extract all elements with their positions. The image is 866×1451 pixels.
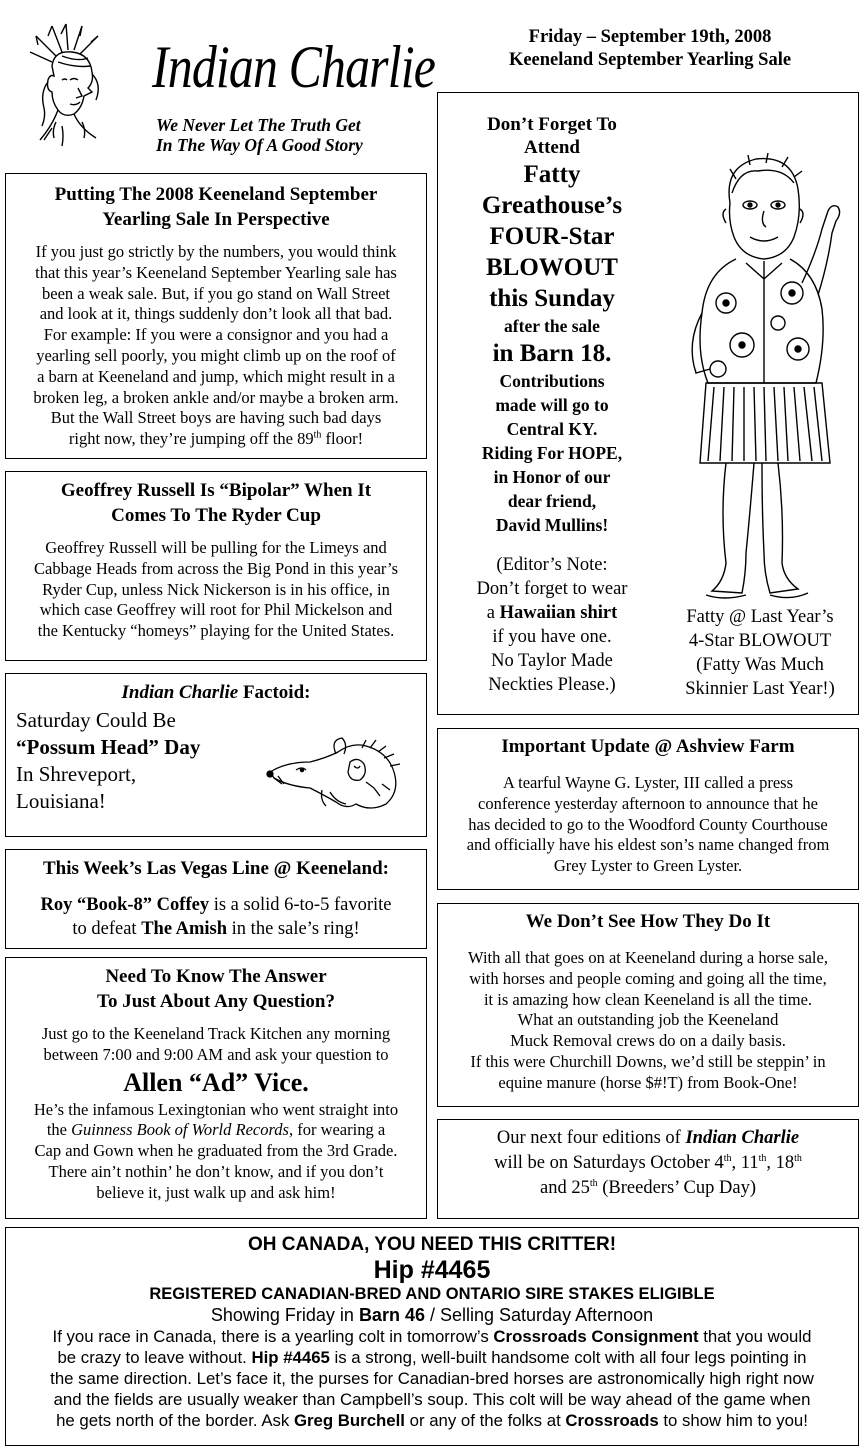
caption-line: 4-Star BLOWOUT	[688, 631, 832, 651]
headline-line: Comes To The Ryder Cup	[111, 505, 321, 526]
body-line: and officially have his eldest son’s name changed from	[466, 835, 830, 855]
caption-line: (Fatty Was Much	[696, 655, 824, 675]
body-line: For example: If you were a consignor and you had a	[43, 325, 389, 345]
announcement-line: Greathouse’s	[481, 192, 623, 219]
body-line: believe it, just walk up and ask him!	[96, 1182, 336, 1202]
body-line: A tearful Wayne G. Lyster, III called a press	[502, 773, 793, 792]
headline-line: Yearling Sale In Perspective	[102, 209, 330, 230]
notice-text: will be on Saturdays October 4	[494, 1153, 724, 1173]
body-line: has decided to go to the Woodford County Courthouse	[468, 814, 828, 834]
article-headline	[14, 478, 418, 528]
announcement-line: FOUR-Star	[489, 223, 615, 250]
article-headline	[14, 182, 418, 232]
ad-text: Showing Friday in	[210, 1305, 359, 1325]
body-line: He’s the infamous Lexingtonian who went straight into	[33, 1099, 399, 1119]
editors-note	[448, 553, 656, 697]
ordinal-suffix: th	[589, 1177, 598, 1189]
ordinal-suffix: th	[794, 1152, 802, 1164]
ordinal-suffix: th	[313, 429, 322, 441]
article-ashview-farm	[437, 728, 859, 890]
headline-italic: Indian Charlie	[121, 682, 239, 703]
ad-bold: Crossroads	[565, 1411, 659, 1430]
article-perspective	[5, 173, 427, 459]
upcoming-editions-notice	[437, 1119, 859, 1219]
tagline-line-2: In The Way Of A Good Story	[156, 135, 363, 155]
article-need-to-know	[5, 957, 427, 1219]
ad-body-line	[10, 1410, 854, 1431]
article-factoid	[5, 673, 427, 837]
announcement-line: David Mullins!	[495, 515, 609, 535]
ad-text: be crazy to leave without.	[57, 1348, 252, 1367]
headline-text: Factoid:	[238, 682, 311, 703]
announcement-line: dear friend,	[507, 491, 597, 511]
article-headline	[16, 680, 416, 705]
blowout-announcement	[448, 113, 656, 537]
article-body	[14, 893, 418, 941]
caption-line: Skinnier Last Year!)	[685, 679, 835, 699]
ad-text: to show him to you!	[658, 1411, 808, 1430]
body-line	[14, 429, 418, 450]
ordinal-suffix: th	[758, 1152, 767, 1164]
ad-hip-4465	[5, 1227, 859, 1446]
article-headline	[14, 964, 418, 1014]
body-text: right now, they’re jumping off the 89	[68, 429, 314, 449]
announcement-line: Don’t Forget To	[487, 114, 617, 135]
note-text: a	[486, 603, 500, 623]
note-bold: Hawaiian shirt	[499, 603, 618, 623]
body-text: is a solid 6-to-5 favorite	[209, 895, 392, 915]
note-line: No Taylor Made	[491, 651, 613, 671]
article-fatty-blowout	[437, 92, 859, 715]
announcement-line: this Sunday	[489, 285, 615, 312]
notice-text: , 18	[766, 1153, 795, 1173]
headline-line: Geoffrey Russell Is “Bipolar” When It	[60, 480, 372, 501]
article-body	[14, 242, 418, 450]
body-line: If you just go strictly by the numbers, you would think	[35, 242, 397, 261]
article-headline: Important Update @ Ashview Farm	[501, 736, 795, 757]
body-text: , for wearing a	[288, 1120, 386, 1140]
body-line: There ain’t nothin’ he don’t know, and if you don’t	[48, 1161, 384, 1181]
issue-dateline	[440, 26, 860, 72]
ad-text: he gets north of the border. Ask	[56, 1411, 294, 1430]
body-line: a barn at Keeneland and jump, which might result in a	[37, 366, 395, 386]
ad-headline: OH CANADA, YOU NEED THIS CRITTER!	[247, 1234, 617, 1255]
body-line: between 7:00 and 9:00 AM and ask your question to	[43, 1044, 389, 1064]
ad-bold: Greg Burchell	[293, 1411, 405, 1430]
body-line: What an outstanding job the Keeneland	[517, 1010, 779, 1030]
notice-line	[446, 1176, 850, 1201]
notice-text: (Breeders’ Cup Day)	[597, 1178, 756, 1198]
notice-line	[446, 1126, 850, 1151]
announcement-line: Central KY.	[506, 419, 598, 439]
body-line: Muck Removal crews do on a daily basis.	[510, 1031, 786, 1051]
notice-line	[446, 1151, 850, 1176]
body-bold: The Amish	[141, 919, 228, 939]
factoid-line: “Possum Head” Day	[16, 735, 201, 759]
announcement-line: Contributions	[499, 371, 605, 391]
ad-text: or any of the folks at	[404, 1411, 566, 1430]
body-line: But the Wall Street boys are having such bad days	[50, 408, 382, 428]
ad-bold: Crossroads Consignment	[493, 1327, 699, 1346]
body-line: Cabbage Heads from across the Big Pond in this year’s	[34, 558, 398, 578]
ad-text: is a strong, well-built handsome colt with all four legs pointing in	[329, 1348, 807, 1367]
headline-line: Putting The 2008 Keeneland September	[54, 184, 378, 205]
body-line: Just go to the Keeneland Track Kitchen any morning	[41, 1024, 391, 1043]
body-line: broken leg, a broken ankle and/or maybe a broken arm.	[33, 387, 399, 407]
article-headline: This Week’s Las Vegas Line @ Keeneland:	[42, 858, 389, 879]
ad-hip-number: Hip #4465	[373, 1256, 491, 1284]
body-line: been a weak sale. But, if you go stand on Wall Street	[42, 283, 390, 303]
body-line: that this year’s Keeneland September Yearling sale has	[35, 262, 397, 282]
ad-subheadline: REGISTERED CANADIAN-BRED AND ONTARIO SIRE STAKES ELIGIBLE	[149, 1285, 715, 1303]
tagline-line-1: We Never Let The Truth Get	[156, 115, 361, 135]
ad-text: / Selling Saturday Afternoon	[424, 1305, 654, 1325]
indian-head-logo	[22, 22, 130, 154]
announcement-line: BLOWOUT	[486, 254, 618, 281]
body-line: which case Geoffrey will root for Phil Mickelson and	[39, 600, 393, 620]
masthead-title: Indian Charlie	[152, 34, 436, 100]
note-line: if you have one.	[492, 627, 612, 647]
announcement-line: in Barn 18.	[492, 340, 612, 367]
announcement-line: Attend	[524, 137, 580, 158]
ad-body-line	[10, 1326, 854, 1347]
factoid-line: Louisiana!	[16, 789, 106, 813]
announcement-line: made will go to	[495, 395, 609, 415]
ad-body	[10, 1326, 854, 1431]
article-body	[14, 538, 418, 642]
notice-italic: Indian Charlie	[685, 1128, 800, 1148]
body-text: the	[46, 1120, 72, 1140]
body-line: Geoffrey Russell will be pulling for the Limeys and	[45, 538, 387, 557]
article-body	[446, 948, 850, 1094]
factoid-line: Saturday Could Be	[16, 708, 176, 732]
announcement-line: Fatty	[523, 161, 581, 188]
article-bipolar	[5, 471, 427, 661]
body-line: it is amazing how clean Keeneland is all the time.	[483, 989, 813, 1009]
ad-text: that you would	[698, 1327, 812, 1346]
possum-illustration	[266, 732, 406, 814]
body-line: With all that goes on at Keeneland during a horse sale,	[468, 948, 828, 967]
body-line: conference yesterday afternoon to announce that he	[478, 793, 818, 813]
note-line: (Editor’s Note:	[496, 555, 608, 575]
body-line: Grey Lyster to Green Lyster.	[553, 856, 743, 876]
ad-bold: Barn 46	[358, 1305, 425, 1325]
ad-body-line: and the fields are usually weaker than Campbell’s soup. This colt will be way ahead of the game when	[53, 1390, 811, 1409]
note-line: Don’t forget to wear	[476, 579, 628, 599]
ad-showing-line	[10, 1304, 854, 1326]
body-line: yearling sell poorly, you might climb up on the roof of	[36, 345, 396, 365]
note-line: Neckties Please.)	[488, 675, 616, 695]
body-line	[14, 917, 418, 941]
illustration-caption	[662, 605, 858, 701]
issue-event: Keeneland September Yearling Sale	[508, 50, 792, 70]
ordinal-suffix: th	[723, 1152, 732, 1164]
body-text: in the sale’s ring!	[227, 919, 360, 939]
headline-line: Need To Know The Answer	[105, 966, 327, 987]
note-line	[448, 601, 656, 625]
notice-text: and 25	[539, 1178, 590, 1198]
body-line: Ryder Cup, unless Nick Nickerson is in his office, in	[42, 579, 390, 599]
article-vegas-line	[5, 849, 427, 949]
ad-body-line: the same direction. Let’s face it, the purses for Canadian-bred horses are astronomically high right now	[50, 1369, 814, 1388]
issue-date: Friday – September 19th, 2008	[528, 27, 772, 47]
article-body	[446, 773, 850, 877]
body-line: If this were Churchill Downs, we’d still be steppin’ in	[470, 1051, 826, 1071]
factoid-line: In Shreveport,	[16, 762, 137, 786]
fatty-caricature	[666, 133, 856, 633]
featured-name: Allen “Ad” Vice.	[123, 1067, 309, 1097]
body-line	[14, 893, 418, 917]
masthead-tagline	[156, 115, 363, 155]
ad-text: If you race in Canada, there is a yearling colt in tomorrow’s	[52, 1327, 494, 1346]
body-text: to defeat	[72, 919, 142, 939]
notice-text: , 11	[731, 1153, 759, 1173]
body-line: equine manure (horse $#!T) from Book-One!	[498, 1072, 798, 1092]
announcement-line: after the sale	[504, 316, 600, 336]
announcement-line: Riding For HOPE,	[481, 443, 623, 463]
body-line: the Kentucky “homeys” playing for the United States.	[37, 621, 395, 641]
announcement-line: in Honor of our	[493, 467, 611, 487]
body-text: floor!	[321, 429, 364, 449]
notice-text: Our next four editions of	[496, 1128, 686, 1148]
body-line	[14, 1120, 418, 1141]
headline-line: To Just About Any Question?	[97, 991, 335, 1012]
ad-bold: Hip #4465	[251, 1348, 330, 1367]
body-line: and look at it, things suddenly don’t look all that bad.	[39, 304, 393, 324]
body-line: with horses and people coming and going all the time,	[469, 968, 827, 988]
body-bold: Roy “Book-8” Coffey	[40, 895, 210, 915]
article-headline: We Don’t See How They Do It	[525, 911, 771, 932]
caption-line: Fatty @ Last Year’s	[686, 607, 834, 627]
article-how-they-do-it	[437, 903, 859, 1107]
body-line: Cap and Gown when he graduated from the 3rd Grade.	[34, 1141, 398, 1161]
body-italic: Guinness Book of World Records	[71, 1120, 289, 1140]
ad-body-line	[10, 1347, 854, 1368]
article-body	[14, 1024, 418, 1204]
